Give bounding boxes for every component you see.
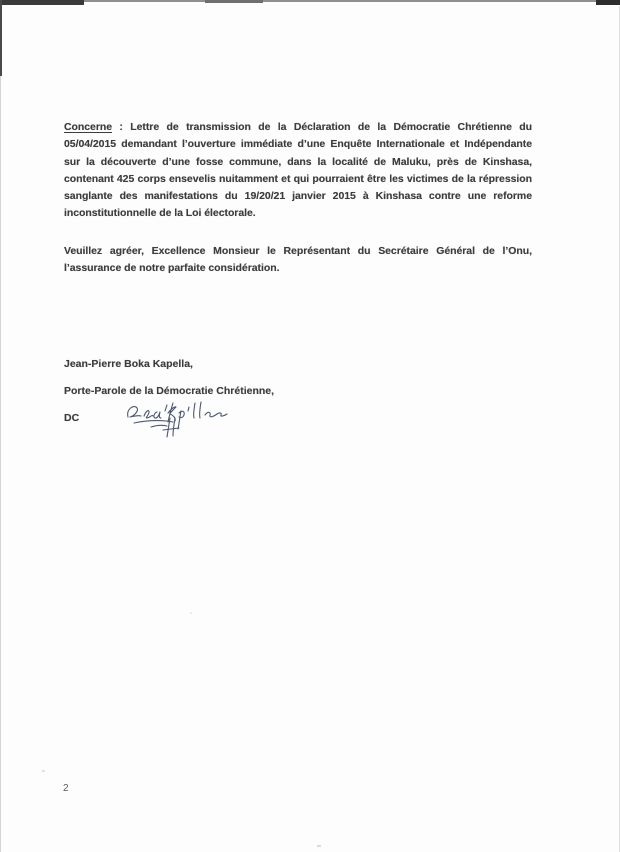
scan-speck: [42, 770, 45, 772]
page-number: 2: [63, 783, 69, 794]
handwritten-signature: [121, 396, 239, 444]
signatory-party-abbreviation: DC: [64, 412, 80, 424]
scan-top-mid-dark-edge: [205, 0, 263, 3]
scan-left-edge-faint: [0, 76, 1, 852]
closing-paragraph: Veuillez agréer, Excellence Monsieur le Représentant du Secrétaire Général de l’Onu, l’assurance de notre parfaite considération.: [64, 245, 532, 275]
subject-text: : Lettre de transmission de la Déclaration de la Démocratie Chrétienne du 05/04/2015 demandant l’ouverture immédiate d’une Enquête Internationale et Indépendante sur la découverte d’une fosse commune, dans la localité de Maluku, près de Kinshasa, contenant 425 corps ensevelis nuitamment et qui pourraient être les victimes de la répression sanglante des manifestations du 19/20/21 janvier 2015 à Kinshasa contre une reforme inconstitutionnelle de la Loi électorale.: [64, 121, 532, 220]
scan-top-right-dark-edge: [596, 0, 620, 5]
signatory-name: Jean-Pierre Boka Kapella,: [64, 358, 193, 370]
signatory-role: Porte-Parole de la Démocratie Chrétienne,: [64, 385, 275, 397]
scan-top-left-dark-edge: [0, 0, 84, 5]
scan-speck: [190, 612, 192, 614]
subject-paragraph: [64, 119, 532, 223]
scan-top-edge-line: [0, 0, 620, 2]
scan-speck: [317, 845, 321, 847]
scan-left-edge-dark: [0, 0, 2, 76]
subject-label: Concerne: [64, 121, 113, 133]
